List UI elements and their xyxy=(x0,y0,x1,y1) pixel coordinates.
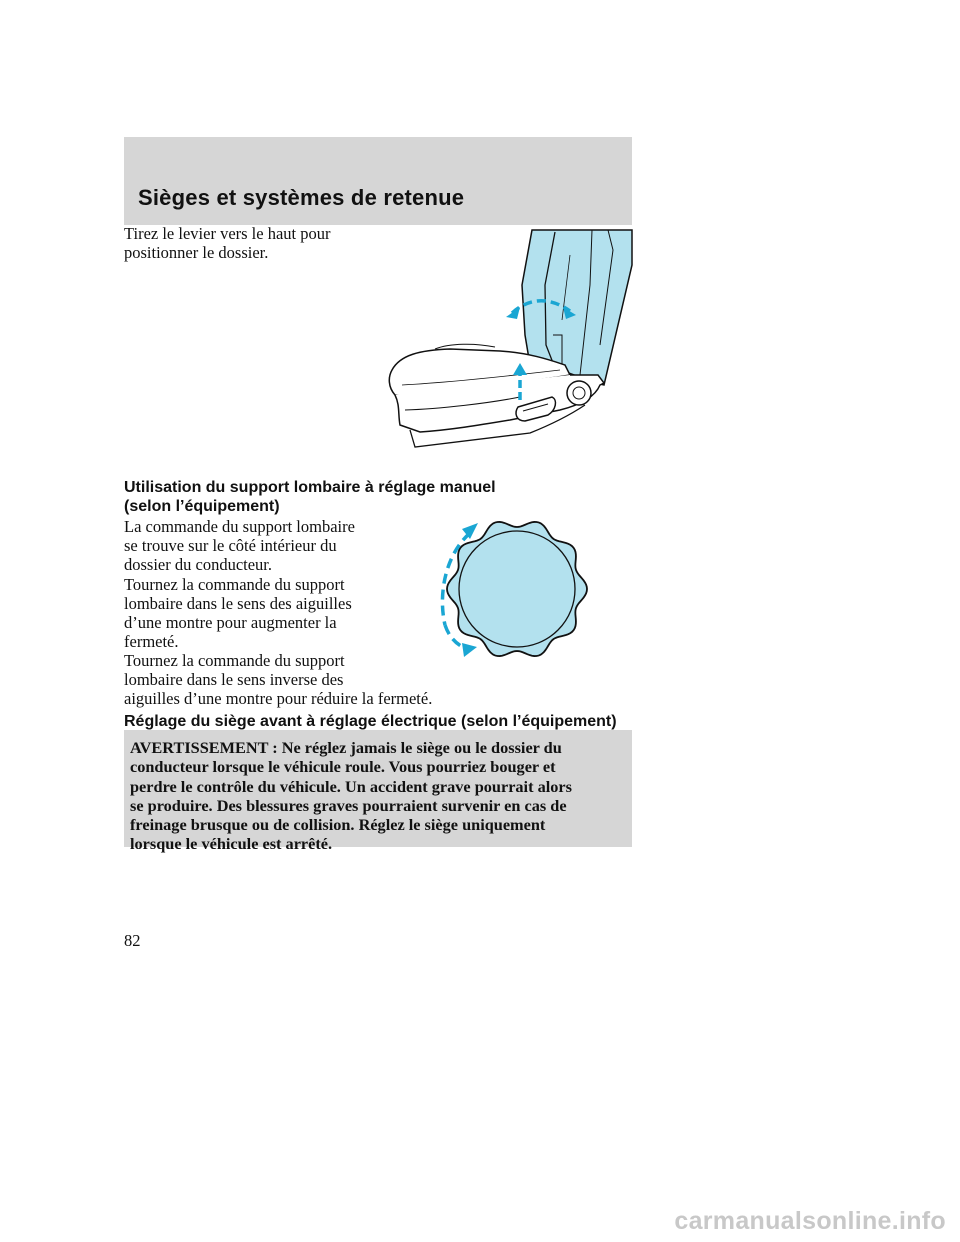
text-line: se trouve sur le côté intérieur du xyxy=(124,536,337,555)
text-line: positionner le dossier. xyxy=(124,243,269,262)
text-line: lombaire dans le sens des aiguilles xyxy=(124,594,352,613)
recline-instructions xyxy=(124,224,384,262)
lumbar-knob-illustration xyxy=(420,515,590,665)
text-line: fermeté. xyxy=(124,632,179,651)
text-line: d’une montre pour augmenter la xyxy=(124,613,337,632)
watermark: carmanualsonline.info xyxy=(674,1207,946,1235)
text-line: dossier du conducteur. xyxy=(124,555,273,574)
lumbar-heading xyxy=(124,478,644,516)
warning-text xyxy=(130,738,626,854)
text-line: aiguilles d’une montre pour réduire la fermeté. xyxy=(124,689,433,708)
warning-line: conducteur lorsque le véhicule roule. Vous pourriez bouger et xyxy=(130,757,556,777)
seat-recline-illustration xyxy=(380,225,632,455)
text-line: Tirez le levier vers le haut pour xyxy=(124,224,331,243)
text-line: Tournez la commande du support xyxy=(124,651,345,670)
text-line: Tournez la commande du support xyxy=(124,575,345,594)
warning-line: perdre le contrôle du véhicule. Un accident grave pourrait alors xyxy=(130,776,572,796)
text-line: lombaire dans le sens inverse des xyxy=(124,670,344,689)
chapter-header xyxy=(124,137,632,225)
power-seat-heading: Réglage du siège avant à réglage électrique (selon l’équipement) xyxy=(124,713,617,730)
warning-line: freinage brusque ou de collision. Réglez le siège uniquement xyxy=(130,815,546,835)
warning-line: AVERTISSEMENT : Ne réglez jamais le siège ou le dossier du xyxy=(130,738,562,757)
warning-line: lorsque le véhicule est arrêté. xyxy=(130,834,333,854)
text-line: La commande du support lombaire xyxy=(124,517,355,536)
heading-line: (selon l’équipement) xyxy=(124,498,280,515)
heading-line: Utilisation du support lombaire à réglage manuel xyxy=(124,479,496,496)
page-number: 82 xyxy=(124,931,141,950)
warning-box xyxy=(124,730,632,854)
warning-line: se produire. Des blessures graves pourraient survenir en cas de xyxy=(130,795,567,815)
chapter-title: Sièges et systèmes de retenue xyxy=(138,185,465,210)
